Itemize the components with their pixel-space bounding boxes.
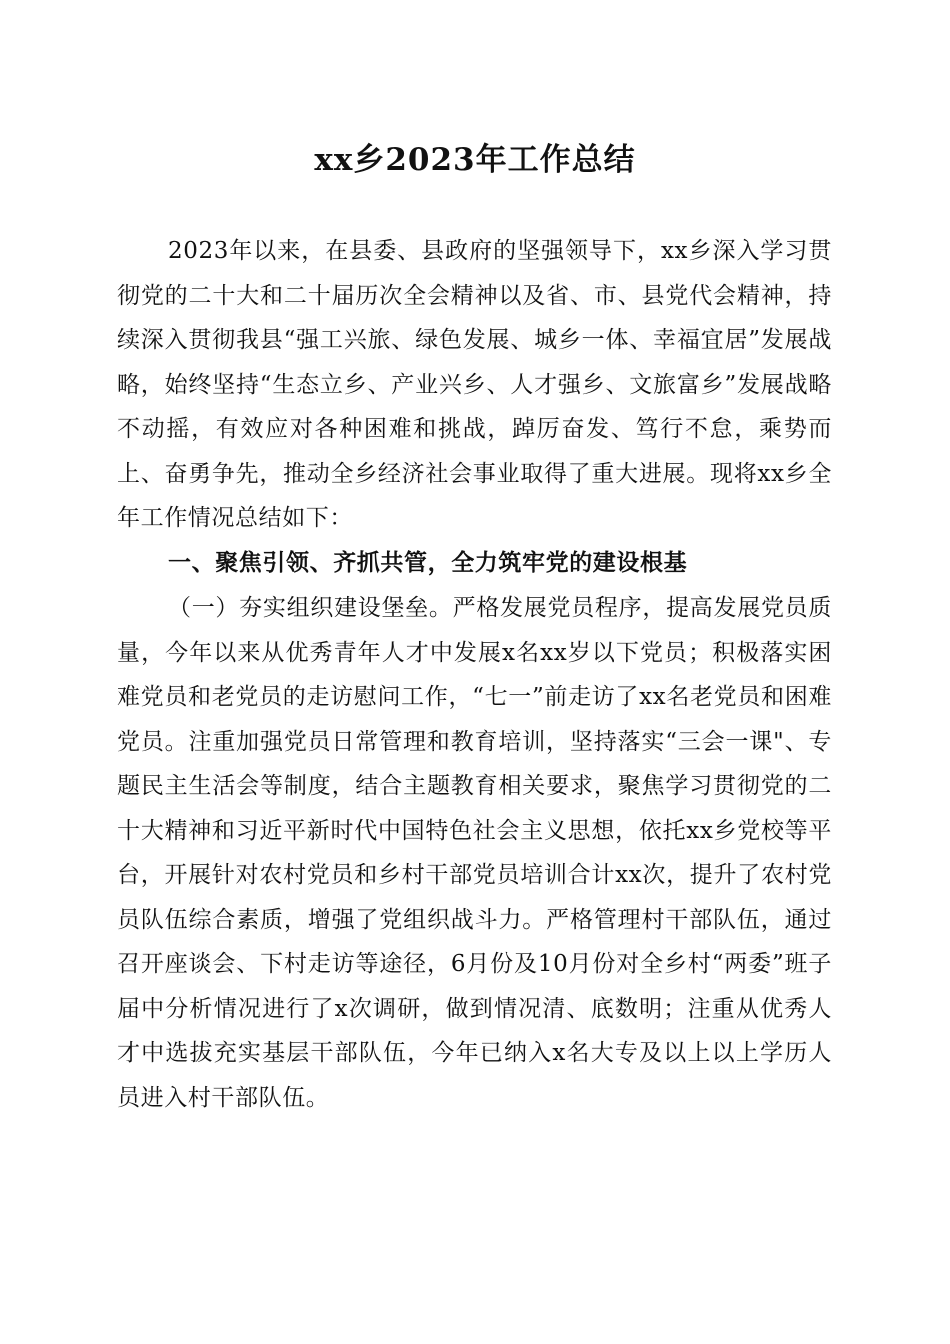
document-title: xx乡2023年工作总结 (314, 142, 636, 178)
section-1-paragraph-1: （一）夯实组织建设堡垒。严格发展党员程序，提高发展党员质量，今年以来从优秀青年人才中发展x名xx岁以下党员；积极落实困难党员和老党员的走访慰问工作，“七一”前走访了xx名老党员和困难党员。注重加强党员日常管理和教育培训，坚持落实“三会一课"、专题民主生活会等制度，结合主题教育相关要求，聚焦学习贯彻党的二十大精神和习近平新时代中国特色社会主义思想，依托xx乡党校等平台，开展针对农村党员和乡村干部党员培训合计xx次，提升了农村党员队伍综合素质，增强了党组织战斗力。严格管理村干部队伍，通过召开座谈会、下村走访等途径，6月份及10月份对全乡村“两委”班子届中分析情况进行了x次调研，做到情况清、底数明；注重从优秀人才中选拔充实基层干部队伍，今年已纳入x名大专及以上以上学历人员进入村干部队伍。 (117, 595, 832, 1111)
intro-paragraph: 2023年以来，在县委、县政府的坚强领导下，xx乡深入学习贯彻党的二十大和二十届历次全会精神以及省、市、县党代会精神，持续深入贯彻我县“强工兴旅、绿色发展、城乡一体、幸福宜居”发展战略，始终坚持“生态立乡、产业兴乡、人才强乡、文旅富乡”发展战略不动摇，有效应对各种困难和挑战，踔厉奋发、笃行不怠，乘势而上、奋勇争先，推动全乡经济社会事业取得了重大进展。现将xx乡全年工作情况总结如下： (117, 238, 832, 531)
section-heading-1: 一、聚焦引领、齐抓共管，全力筑牢党的建设根基 (168, 549, 688, 576)
